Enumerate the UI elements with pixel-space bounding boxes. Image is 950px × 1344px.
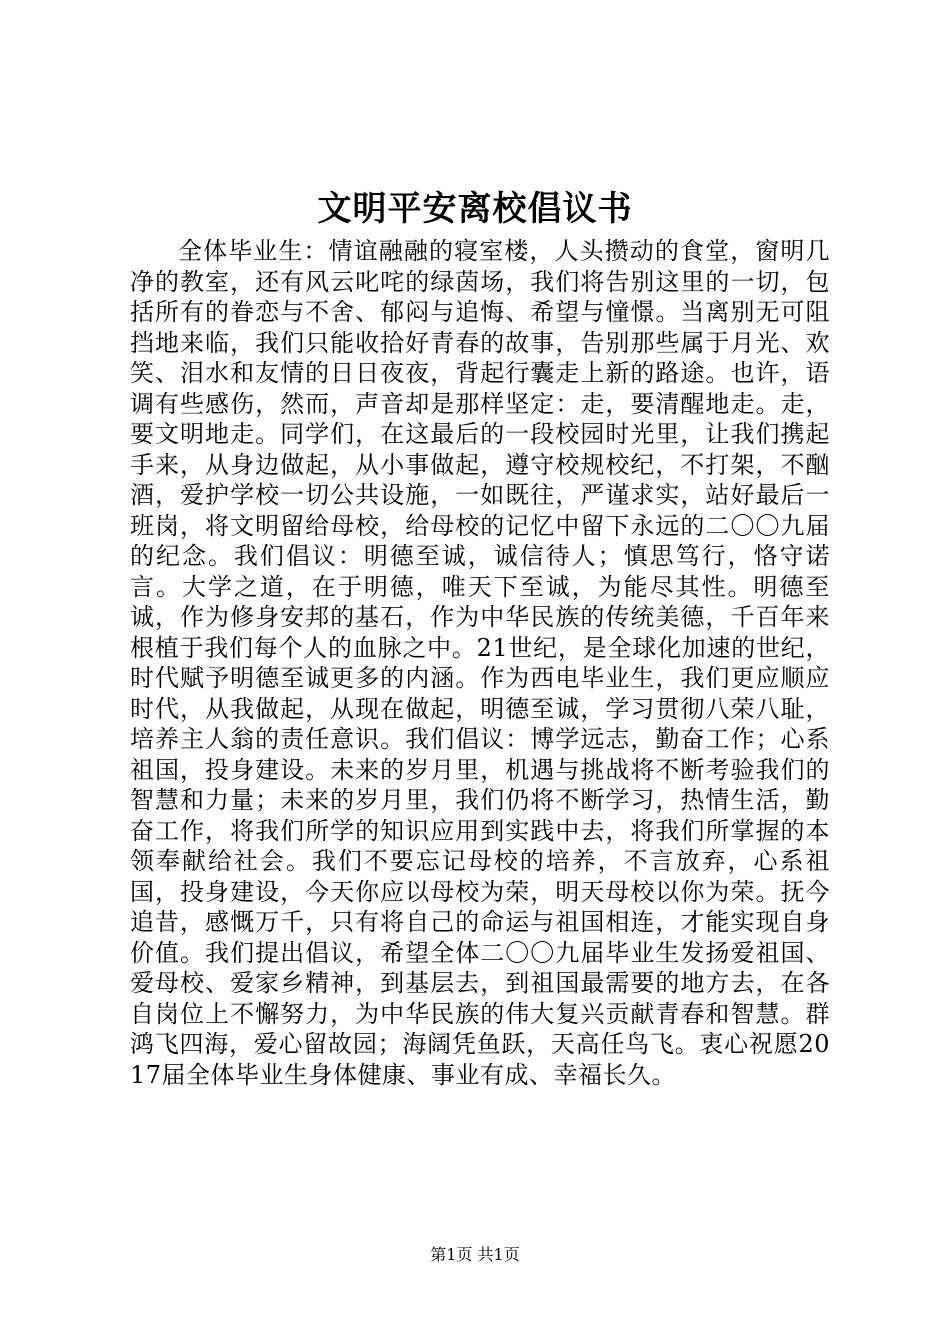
document-body: 全体毕业生：情谊融融的寝室楼，人头攒动的食堂，窗明几净的教室，还有风云叱咤的绿茵场，我们将告别这里的一切，包括所有的眷恋与不舍、郁闷与追悔、希望与憧憬。当离别无可阻挡地来临，我们只能收拾好青春的故事，告别那些属于月光、欢笑、泪水和友情的日日夜夜，背起行囊走上新的路途。也许，语调有些感伤，然而，声音却是那样坚定：走，要清醒地走。走，要文明地走。同学们，在这最后的一段校园时光里，让我们携起手来，从身边做起，从小事做起，遵守校规校纪，不打架，不酗酒，爱护学校一切公共设施，一如既往，严谨求实，站好最后一班岗，将文明留给母校，给母校的记忆中留下永远的二〇〇九届的纪念。我们倡议：明德至诚，诚信待人；慎思笃行，恪守诺言。大学之道，在于明德，唯天下至诚，为能尽其性。明德至诚，作为修身安邦的基石，作为中华民族的传统美德，千百年来根植于我们每个人的血脉之中。21世纪，是全球化加速的世纪，时代赋予明德至诚更多的内涵。作为西电毕业生，我们更应顺应时代，从我做起，从现在做起，明德至诚，学习贯彻八荣八耻，培养主人翁的责任意识。我们倡议：博学远志，勤奋工作；心系祖国，投身建设。未来的岁月里，机遇与挑战将不断考验我们的智慧和力量；未来的岁月里，我们仍将不断学习，热情生活，勤奋工作，将我们所学的知识应用到实践中去，将我们所掌握的本领奉献给社会。我们不要忘记母校的培养，不言放弃，心系祖国，投身建设，今天你应以母校为荣，明天母校以你为荣。抚今追昔，感慨万千，只有将自己的命运与祖国相连，才能实现自身价值。我们提出倡议，希望全体二〇〇九届毕业生发扬爱祖国、爱母校、爱家乡精神，到基层去，到祖国最需要的地方去，在各自岗位上不懈努力，为中华民族的伟大复兴贡献青春和智慧。群鸿飞四海，爱心留故园；海阔凭鱼跃，天高任鸟飞。衷心祝愿2017届全体毕业生身体健康、事业有成、幸福长久。 <box>130 237 830 1089</box>
page-footer: 第1页 共1页 <box>430 1245 520 1264</box>
document-title: 文明平安离校倡议书 <box>317 189 633 229</box>
